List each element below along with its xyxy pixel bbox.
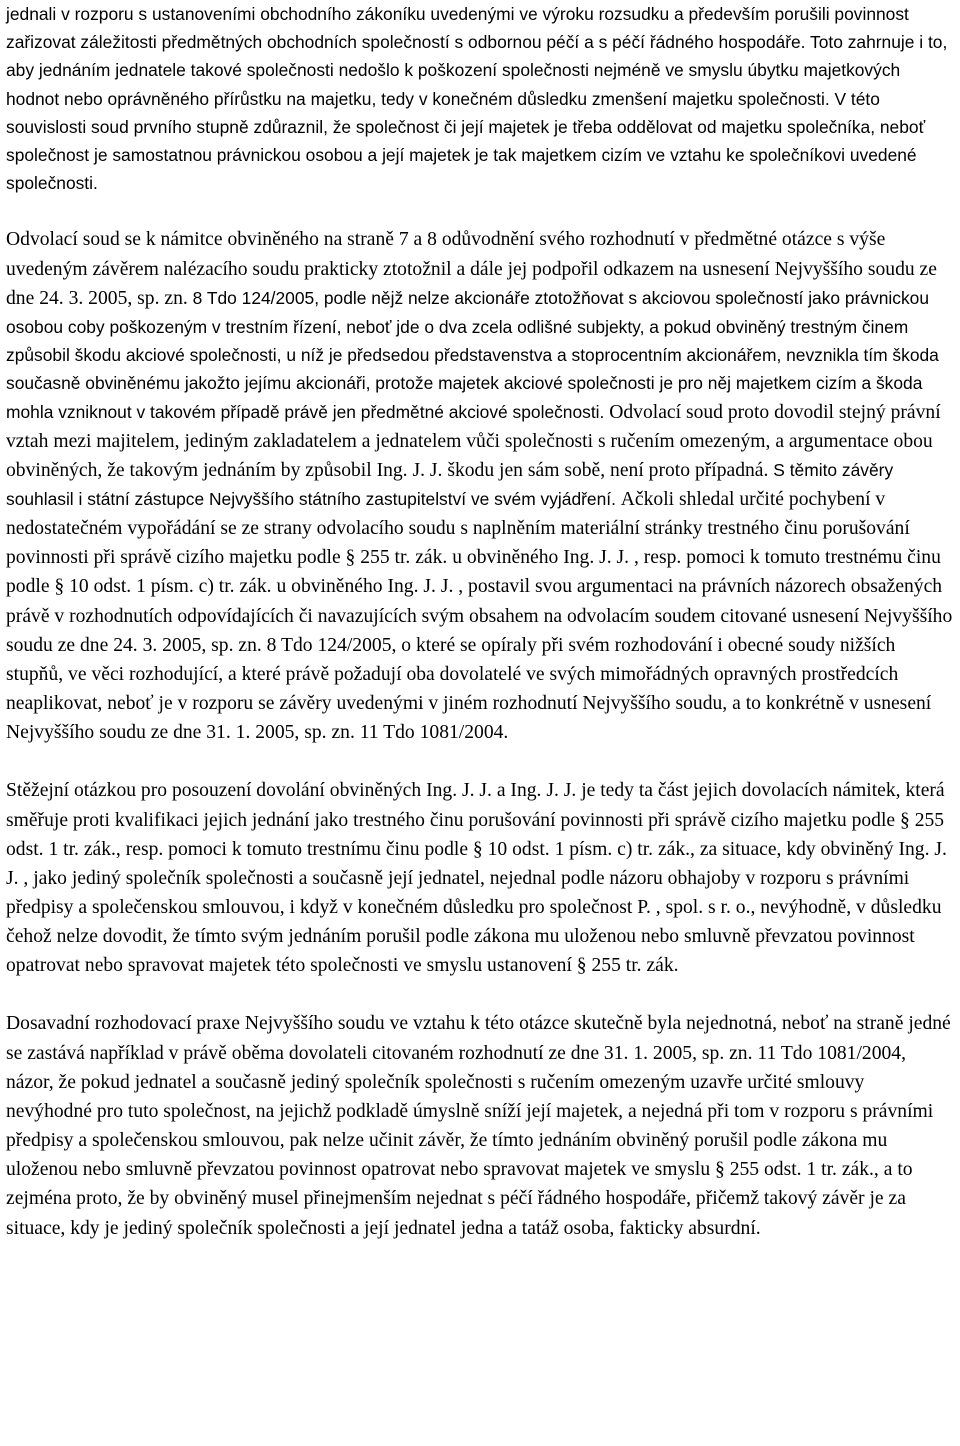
text-segment: Dosavadní rozhodovací praxe Nejvyššího soudu ve vztahu k této otázce skutečně byla nejednotná, neboť na straně jedné se zastává například v právě oběma dovolateli citovaném rozhodnutí ze dne 31. 1. 2005, sp. zn. 11 Tdo 1081/2004, názor, že pokud jednatel a současně jediný společník společnosti s ručením omezeným uzavře určité smlouvy nevýhodné pro tuto společnost, na jejichž podkladě úmyslně sníží její majetek, a nejedná při tom v rozporu s právními předpisy a společenskou smlouvou, pak nelze učinit závěr, že tímto jednáním obviněný porušil podle zákona mu uloženou nebo smluvně převzatou povinnost opatrovat nebo spravovat majetek ve smyslu § 255 odst. 1 tr. zák., a to zejména proto, že by obviněný musel přinejmenším nejednat s péčí řádného hospodáře, přičemž takový závěr je za situace, kdy je jediný společník společnosti a její jednatel jedna a tatáž osoba, fakticky absurdní. <box>6 1013 951 1239</box>
text-segment: Ačkoli shledal určité pochybení v nedostatečném vypořádání se ze strany odvolacího soudu s naplněním materiální stránky trestného činu porušování povinnosti při správě cizího majetku podle § 255 tr. zák. u obviněného Ing. J. J. , resp. pomoci k tomuto trestnému činu podle § 10 odst. 1 písm. c) tr. zák. u obviněného Ing. J. J. , postavil svou argumentaci na právních názorech obsažených právě v rozhodnutích odpovídajících či navazujících svým obsahem na odvolacím soudem citované usnesení Nejvyššího soudu ze dne 24. 3. 2005, sp. zn. 8 Tdo 124/2005, o které se opíraly při svém rozhodování i obecné soudy nižších stupňů, ve věci rozhodující, a které právě požadují oba dovolatelé ve svých mimořádných opravných prostředcích neaplikovat, neboť je v rozporu se závěry uvedenými v jiném rozhodnutí Nejvyššího soudu, a to konkrétně v usnesení Nejvyššího soudu ze dne 31. 1. 2005, sp. zn. 11 Tdo 1081/2004. <box>6 488 953 744</box>
text-segment: S těmito závěry souhlasil i státní zástupce Nejvyššího státního zastupitelství ve svém vyjádření. <box>6 459 894 509</box>
paragraph-1 <box>6 0 954 197</box>
text-segment: 8 Tdo 124/2005, podle nějž nelze akcionáře ztotožňovat s akciovou společností jako právnickou osobou coby poškozeným v trestním řízení, neboť jde o dva zcela odlišné subjekty, a pokud obviněný trestným činem způsobil škodu akciové společnosti, u níž je předsedou představenstva a stoprocentním akcionářem, nevznikla tím škoda současně obviněnému jakožto jejímu akcionáři, protože majetek akciové společnosti je pro něj majetkem cizím a škoda mohla vzniknout v takovém případě právě jen předmětné akciové společnosti. <box>6 287 939 422</box>
text-segment: Odvolací soud proto dovodil stejný právní vztah mezi majitelem, jediným zakladatelem a jednatelem vůči společnosti s ručením omezeným, a argumentace obou obviněných, že takovým jednáním by způsobil Ing. J. J. škodu jen sám sobě, není proto případná. <box>6 401 941 481</box>
text-segment: Odvolací soud se k námitce obviněného na straně 7 a 8 odůvodnění svého rozhodnutí v předmětné otázce s výše uvedeným závěrem nalézacího soudu prakticky ztotožnil a dále jej podpořil odkazem na usnesení Nejvyššího soudu ze dne 24. 3. 2005, sp. zn. <box>6 229 937 309</box>
document-page <box>6 0 954 1243</box>
paragraph-3 <box>6 776 954 980</box>
text-segment: jednali v rozporu s ustanoveními obchodního zákoníku uvedenými ve výroku rozsudku a především porušili povinnost zařizovat záležitosti předmětných obchodních společností s odbornou péčí a s péčí řádného hospodáře. Toto zahrnuje i to, aby jednáním jednatele takové společnosti nedošlo k poškození společnosti nejméně ve smyslu úbytku majetkových hodnot nebo oprávněného přírůstku na majetku, tedy v konečném důsledku zmenšení majetku společnosti. V této souvislosti soud prvního stupně zdůraznil, že společnost či její majetek je třeba oddělovat od majetku společníka, neboť společnost je samostatnou právnickou osobou a její majetek je tak majetkem cizím ve vztahu ke společníkovi uvedené společnosti. <box>6 4 948 194</box>
paragraph-2 <box>6 225 954 747</box>
text-segment: Stěžejní otázkou pro posouzení dovolání obviněných Ing. J. J. a Ing. J. J. je tedy ta část jejich dovolacích námitek, která směřuje proti kvalifikaci jejich jednání jako trestného činu porušování povinnosti při správě cizího majetku podle § 255 odst. 1 tr. zák., resp. pomoci k tomuto trestnímu činu podle § 10 odst. 1 písm. c) tr. zák., za situace, kdy obviněný Ing. J. J. , jako jediný společník společnosti a současně její jednatel, nejednal podle názoru obhajoby v rozporu s právními předpisy a společenskou smlouvou, i když v konečném důsledku pro společnost P. , spol. s r. o., nevýhodně, v důsledku čehož nelze dovodit, že tímto svým jednáním porušil podle zákona mu uloženou nebo smluvně převzatou povinnost opatrovat nebo spravovat majetek této společnosti ve smyslu ustanovení § 255 tr. zák. <box>6 780 947 977</box>
paragraph-4 <box>6 1009 954 1242</box>
